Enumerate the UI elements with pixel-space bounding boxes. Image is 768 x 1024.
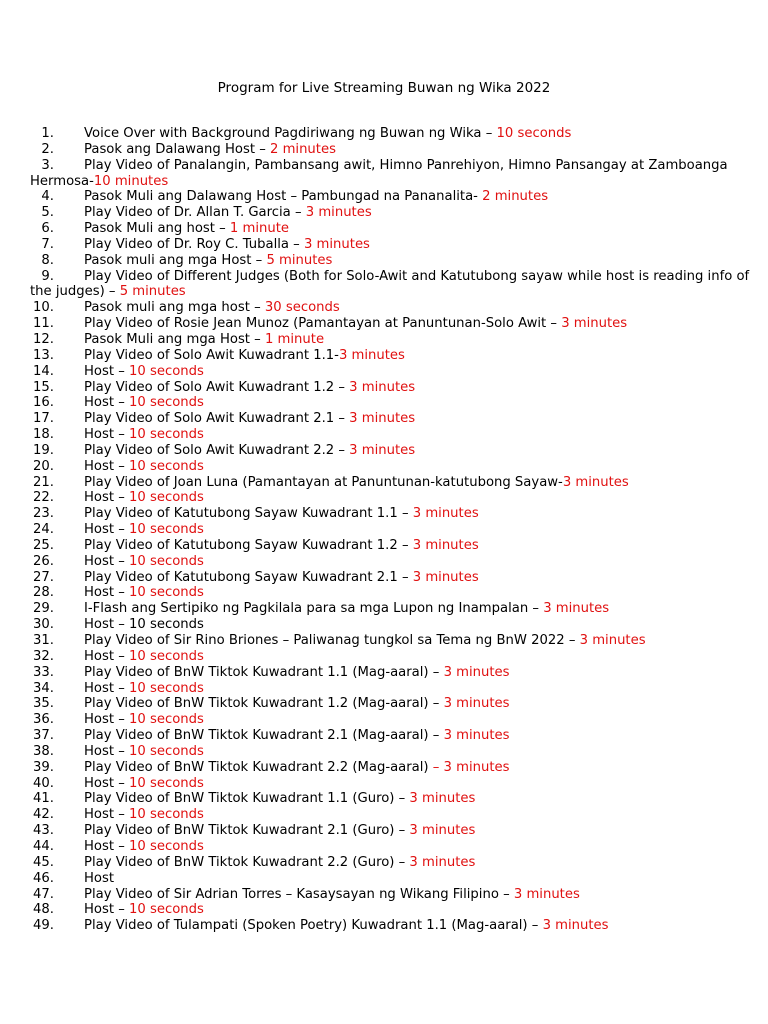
item-duration: 3 minutes [443, 664, 510, 680]
item-number: 34. [33, 680, 54, 696]
item-duration: 10 seconds [129, 902, 204, 918]
item-duration: 10 seconds [129, 363, 204, 379]
item-duration: 3 minutes [543, 601, 610, 617]
item-duration: 10 seconds [129, 775, 204, 791]
program-item [30, 221, 750, 237]
item-number: 30. [33, 617, 54, 633]
item-number: 8. [41, 252, 54, 268]
item-text: Play Video of Tulampati (Spoken Poetry) Kuwadrant 1.1 (Mag-aaral) – [84, 918, 543, 934]
item-text: Play Video of BnW Tiktok Kuwadrant 2.1 (Guro) – [84, 823, 410, 839]
item-text: Host – [84, 680, 130, 696]
item-number: 40. [33, 775, 54, 791]
item-duration: 3 minutes [561, 316, 628, 332]
item-number: 36. [33, 712, 54, 728]
item-number: 14. [33, 363, 54, 379]
program-item [30, 443, 750, 459]
program-item [30, 126, 750, 142]
item-number: 49. [33, 918, 54, 934]
program-item [30, 411, 750, 427]
item-number: 7. [41, 236, 54, 252]
item-duration: 10 seconds [129, 648, 204, 664]
program-item [30, 760, 750, 776]
program-item [30, 839, 750, 855]
item-number: 15. [33, 379, 54, 395]
item-number: 45. [33, 854, 54, 870]
program-item [30, 522, 750, 538]
item-text: Pasok Muli ang Dalawang Host – Pambungad na Pananalita- [84, 189, 483, 205]
item-duration: 3 minutes [349, 442, 416, 458]
program-item [30, 570, 750, 586]
item-duration: 1 minute [264, 331, 325, 347]
item-text: Host – 10 seconds [84, 617, 204, 633]
item-duration: 10 seconds [129, 838, 204, 854]
item-number: 1. [41, 126, 54, 141]
item-duration: – 3 minutes [432, 759, 510, 775]
program-item [30, 776, 750, 792]
item-number: 43. [33, 823, 54, 839]
program-item [30, 538, 750, 554]
item-text: Host [84, 870, 115, 886]
item-duration: 3 minutes [412, 569, 479, 585]
item-text: Play Video of Joan Luna (Pamantayan at Panuntunan-katutubong Sayaw- [84, 474, 563, 490]
program-item [30, 142, 750, 158]
item-number: 16. [33, 395, 54, 411]
item-text: Play Video of Solo Awit Kuwadrant 1.1- [84, 347, 339, 363]
item-number: 38. [33, 743, 54, 759]
item-number: 33. [33, 664, 54, 680]
program-item [30, 665, 750, 681]
item-number: 18. [33, 427, 54, 443]
program-item [30, 506, 750, 522]
program-item [30, 791, 750, 807]
program-item [30, 490, 750, 506]
item-text: Play Video of Rosie Jean Munoz (Pamantayan at Panuntunan-Solo Awit – [84, 316, 562, 332]
program-item [30, 237, 750, 253]
item-duration: 3 minutes [349, 411, 416, 427]
program-item [30, 823, 750, 839]
item-duration: 3 minutes [562, 474, 629, 490]
item-number: 42. [33, 807, 54, 823]
item-text: Play Video of Solo Awit Kuwadrant 2.2 – [84, 442, 350, 458]
item-number: 46. [33, 870, 54, 886]
program-item [30, 205, 750, 221]
item-text: Play Video of Sir Rino Briones – Paliwanag tungkol sa Tema ng BnW 2022 – [84, 633, 580, 648]
item-duration: 10 seconds [129, 522, 204, 538]
program-item [30, 696, 750, 712]
program-item [30, 348, 750, 364]
item-text: Play Video of BnW Tiktok Kuwadrant 2.2 (Guro) – [84, 854, 410, 870]
item-text: Play Video of Panalangin, Pambansang awit, Himno Panrehiyon, Himno Pansangay at Zamboanga Hermosa- [30, 157, 728, 189]
item-duration: 10 seconds [129, 585, 204, 601]
item-number: 13. [33, 347, 54, 363]
item-number: 10. [33, 300, 54, 316]
item-number: 9. [41, 268, 54, 284]
program-item [30, 158, 750, 190]
program-item [30, 554, 750, 570]
item-text: Play Video of BnW Tiktok Kuwadrant 1.2 (Mag-aaral) – [84, 696, 444, 712]
program-item [30, 807, 750, 823]
item-duration: 3 minutes [409, 854, 476, 870]
item-text: Play Video of BnW Tiktok Kuwadrant 2.2 (Mag-aaral) [84, 759, 433, 775]
item-text: Play Video of Katutubong Sayaw Kuwadrant 2.1 – [84, 569, 413, 585]
item-number: 41. [33, 791, 54, 807]
program-item [30, 887, 750, 903]
item-number: 17. [33, 411, 54, 427]
item-number: 32. [33, 648, 54, 664]
item-text: Pasok muli ang mga host – [84, 300, 265, 316]
item-text: Play Video of Sir Adrian Torres – Kasaysayan ng Wikang Filipino – [84, 886, 514, 902]
program-item [30, 459, 750, 475]
item-duration: 3 minutes [409, 791, 476, 807]
item-text: Pasok Muli ang mga Host – [84, 331, 265, 347]
item-duration: 3 minutes [542, 918, 609, 934]
item-text: Host – [84, 458, 130, 474]
item-number: 26. [33, 553, 54, 569]
item-number: 48. [33, 902, 54, 918]
program-item [30, 585, 750, 601]
item-text: Host – [84, 807, 130, 823]
item-number: 21. [33, 474, 54, 490]
item-number: 31. [33, 633, 54, 648]
item-number: 35. [33, 696, 54, 712]
item-text: Host – [84, 838, 130, 854]
item-number: 25. [33, 537, 54, 553]
program-item [30, 380, 750, 396]
item-duration: 5 minutes [119, 284, 186, 300]
item-duration: 10 seconds [129, 743, 204, 759]
item-duration: 2 minutes [269, 141, 336, 157]
item-duration: 10 seconds [129, 427, 204, 443]
program-item [30, 918, 750, 934]
item-text: Host – [84, 553, 130, 569]
item-duration: 3 minutes [443, 728, 510, 744]
item-duration: 10 seconds [496, 126, 572, 141]
item-number: 22. [33, 490, 54, 506]
item-duration: 1 minute [229, 221, 290, 237]
program-item [30, 633, 750, 649]
item-duration: 10 seconds [129, 712, 204, 728]
item-number: 27. [33, 569, 54, 585]
item-text: Play Video of Dr. Roy C. Tuballa – [84, 236, 304, 252]
item-duration: 2 minutes [482, 189, 549, 205]
item-number: 5. [41, 205, 54, 221]
item-text: Play Video of Solo Awit Kuwadrant 1.2 – [84, 379, 350, 395]
item-number: 28. [33, 585, 54, 601]
program-item [30, 871, 750, 887]
item-number: 23. [33, 506, 54, 522]
item-text: Play Video of Solo Awit Kuwadrant 2.1 – [84, 411, 350, 427]
program-item [30, 902, 750, 918]
item-number: 12. [33, 331, 54, 347]
item-duration: 3 minutes [303, 236, 370, 252]
program-item [30, 649, 750, 665]
item-duration: 10 seconds [129, 553, 204, 569]
item-text: I-Flash ang Sertipiko ng Pagkilala para sa mga Lupon ng Inampalan – [84, 601, 544, 617]
program-item [30, 253, 750, 269]
item-duration: 3 minutes [412, 537, 479, 553]
item-duration: 30 seconds [264, 300, 340, 316]
item-duration: 3 minutes [349, 379, 416, 395]
item-text: Host – [84, 585, 130, 601]
item-text: Play Video of Different Judges (Both for Solo-Awit and Katutubong sayaw while host is reading info of the judges) – [30, 268, 750, 300]
item-duration: 3 minutes [412, 506, 479, 522]
item-text: Host – [84, 775, 130, 791]
program-item [30, 712, 750, 728]
item-text: Host – [84, 490, 130, 506]
item-number: 24. [33, 522, 54, 538]
item-duration: 5 minutes [266, 252, 333, 268]
item-text: Host – [84, 743, 130, 759]
item-number: 11. [33, 316, 54, 332]
program-item [30, 316, 750, 332]
program-item [30, 475, 750, 491]
program-item [30, 744, 750, 760]
item-text: Pasok ang Dalawang Host – [84, 141, 270, 157]
program-item [30, 617, 750, 633]
program-item [30, 395, 750, 411]
item-duration: 10 seconds [129, 395, 204, 411]
item-text: Play Video of Dr. Allan T. Garcia – [84, 205, 306, 221]
program-item [30, 855, 750, 871]
item-text: Voice Over with Background Pagdiriwang ng Buwan ng Wika – [84, 126, 497, 141]
program-item [30, 269, 750, 301]
item-number: 20. [33, 458, 54, 474]
program-item [30, 364, 750, 380]
item-text: Pasok muli ang mga Host – [84, 252, 267, 268]
program-item [30, 300, 750, 316]
item-text: Play Video of Katutubong Sayaw Kuwadrant 1.1 – [84, 506, 413, 522]
item-text: Play Video of BnW Tiktok Kuwadrant 1.1 (Guro) – [84, 791, 410, 807]
program-item [30, 427, 750, 443]
item-duration: 3 minutes [409, 823, 476, 839]
item-duration: 10 seconds [129, 458, 204, 474]
item-number: 44. [33, 838, 54, 854]
program-list [30, 126, 750, 934]
item-number: 39. [33, 759, 54, 775]
item-text: Host – [84, 522, 130, 538]
item-text: Host – [84, 712, 130, 728]
item-duration: 3 minutes [338, 347, 405, 363]
item-duration: 10 minutes [93, 173, 169, 189]
item-text: Host – [84, 363, 130, 379]
item-duration: 10 seconds [129, 807, 204, 823]
item-number: 3. [41, 157, 54, 173]
item-number: 29. [33, 601, 54, 617]
item-number: 2. [41, 141, 54, 157]
item-duration: 3 minutes [579, 633, 646, 648]
item-duration: 3 minutes [443, 696, 510, 712]
item-text: Host – [84, 902, 130, 918]
item-duration: 3 minutes [513, 886, 580, 902]
item-text: Play Video of BnW Tiktok Kuwadrant 1.1 (Mag-aaral) – [84, 664, 444, 680]
item-text: Host – [84, 648, 130, 664]
program-item [30, 681, 750, 697]
program-item [30, 332, 750, 348]
item-number: 47. [33, 886, 54, 902]
item-text: Host – [84, 427, 130, 443]
item-text: Pasok Muli ang host – [84, 221, 230, 237]
page-title: Program for Live Streaming Buwan ng Wika 2022 [217, 80, 551, 96]
program-item [30, 189, 750, 205]
item-duration: 3 minutes [305, 205, 372, 221]
program-item [30, 601, 750, 617]
item-number: 37. [33, 728, 54, 744]
item-number: 19. [33, 442, 54, 458]
item-text: Play Video of BnW Tiktok Kuwadrant 2.1 (Mag-aaral) – [84, 728, 444, 744]
item-number: 6. [41, 221, 54, 237]
item-duration: 10 seconds [129, 490, 204, 506]
program-item [30, 728, 750, 744]
item-text: Play Video of Katutubong Sayaw Kuwadrant 1.2 – [84, 537, 413, 553]
item-text: Host – [84, 395, 130, 411]
item-duration: 10 seconds [129, 680, 204, 696]
item-number: 4. [41, 189, 54, 205]
